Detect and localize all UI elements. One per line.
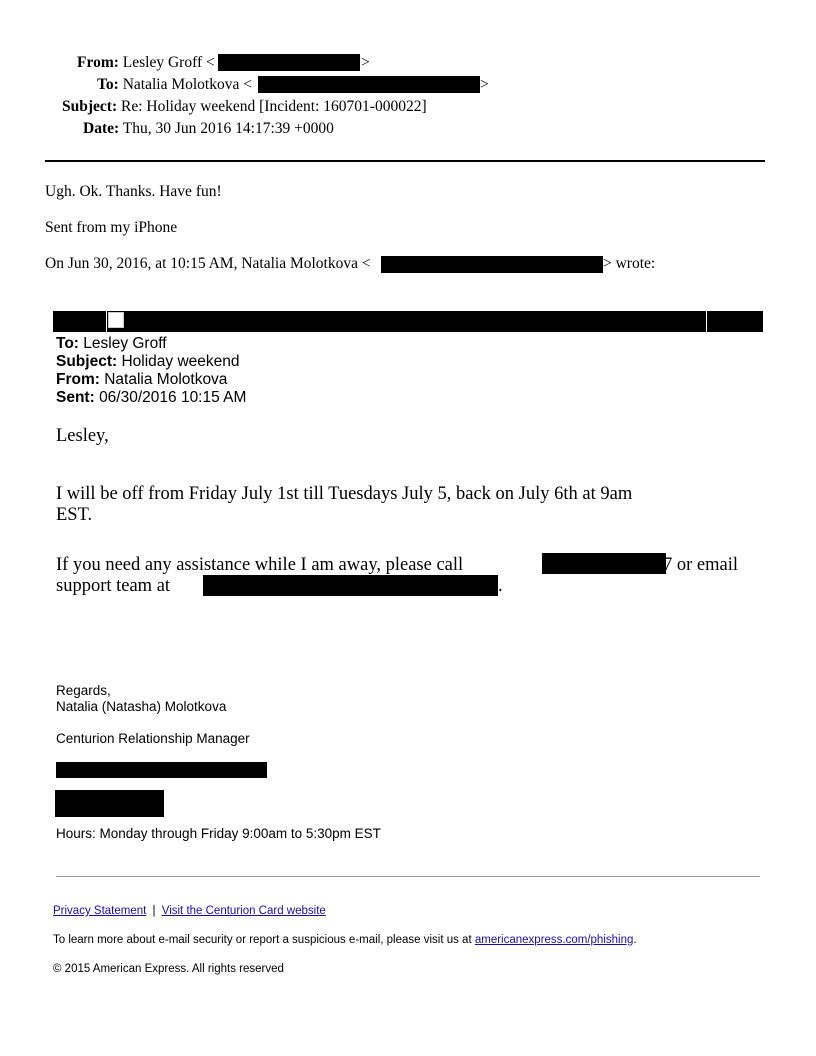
centurion-website-link[interactable]: Visit the Centurion Card website — [161, 905, 326, 917]
redaction-from-email — [218, 54, 360, 71]
quoted-sent — [56, 389, 246, 407]
reply-line-1: Ugh. Ok. Thanks. Have fun! — [45, 183, 222, 200]
quoted-para1-line2: EST. — [56, 505, 93, 525]
broken-image-icon — [108, 312, 124, 328]
footer-divider — [56, 876, 760, 877]
phishing-link[interactable]: americanexpress.com/phishing — [474, 934, 634, 946]
quoted-greeting: Lesley, — [56, 426, 109, 446]
header-to — [97, 75, 252, 95]
redaction-support-email — [203, 575, 498, 596]
quote-intro: On Jun 30, 2016, at 10:15 AM, Natalia Molotkova < — [45, 255, 371, 272]
redaction-signature-contact — [56, 762, 267, 778]
security-text: To learn more about e-mail security or report a suspicious e-mail, please visit us at — [53, 934, 475, 946]
signature-name: Natalia (Natasha) Molotkova — [56, 699, 227, 714]
quoted-to-value: Lesley Groff — [83, 335, 167, 352]
signature-hours: Hours: Monday through Friday 9:00am to 5:30pm EST — [56, 826, 381, 841]
quote-intro-end: > wrote: — [603, 255, 656, 272]
privacy-statement-link[interactable]: Privacy Statement — [53, 905, 147, 917]
copyright: © 2015 American Express. All rights reserved — [53, 963, 284, 975]
subject-label: Subject: — [62, 98, 118, 115]
quoted-from-value: Natalia Molotkova — [104, 371, 228, 388]
quoted-from-label: From: — [56, 371, 100, 388]
banner-divider-right — [706, 311, 707, 332]
footer-link-divider: | — [152, 905, 156, 917]
quoted-para2-line1-b: 7 or email — [663, 555, 739, 575]
to-label: To: — [97, 76, 119, 93]
quoted-para1-line1: I will be off from Friday July 1st till Tuesdays July 5, back on July 6th at 9am — [56, 484, 633, 504]
reply-signature: Sent from my iPhone — [45, 219, 178, 236]
quoted-para2-line2-b: . — [498, 576, 503, 596]
header-from — [77, 53, 215, 73]
security-notice — [53, 934, 637, 946]
subject-value: Re: Holiday weekend [Incident: 160701-000022] — [120, 98, 427, 115]
header-date — [83, 119, 334, 139]
from-close: > — [361, 54, 370, 71]
quoted-para2-line1-a: If you need any assistance while I am away, please call — [56, 555, 464, 575]
to-close: > — [480, 76, 489, 93]
from-value: Lesley Groff < — [122, 54, 215, 71]
date-label: Date: — [83, 120, 120, 137]
quoted-subject — [56, 353, 240, 371]
from-label: From: — [77, 54, 119, 71]
redaction-banner — [53, 311, 763, 332]
redaction-signature-block — [55, 790, 164, 817]
quoted-para2-line2-a: support team at — [56, 576, 171, 596]
quoted-to — [56, 335, 167, 353]
security-end: . — [633, 934, 637, 946]
header-subject — [62, 97, 427, 117]
quoted-subject-value: Holiday weekend — [121, 353, 240, 370]
signature-title: Centurion Relationship Manager — [56, 731, 250, 746]
header-divider — [45, 160, 765, 162]
quoted-from — [56, 371, 227, 389]
banner-divider — [106, 311, 107, 332]
quoted-to-label: To: — [56, 335, 79, 352]
quoted-subject-label: Subject: — [56, 353, 118, 370]
date-value: Thu, 30 Jun 2016 14:17:39 +0000 — [122, 120, 334, 137]
quoted-sent-label: Sent: — [56, 389, 95, 406]
quoted-sent-value: 06/30/2016 10:15 AM — [99, 389, 247, 406]
signature-regards: Regards, — [56, 683, 111, 698]
redaction-quote-email — [381, 256, 603, 273]
redaction-to-email — [258, 76, 480, 93]
to-value: Natalia Molotkova < — [122, 76, 252, 93]
redaction-phone — [542, 553, 666, 574]
footer-links — [53, 905, 326, 917]
